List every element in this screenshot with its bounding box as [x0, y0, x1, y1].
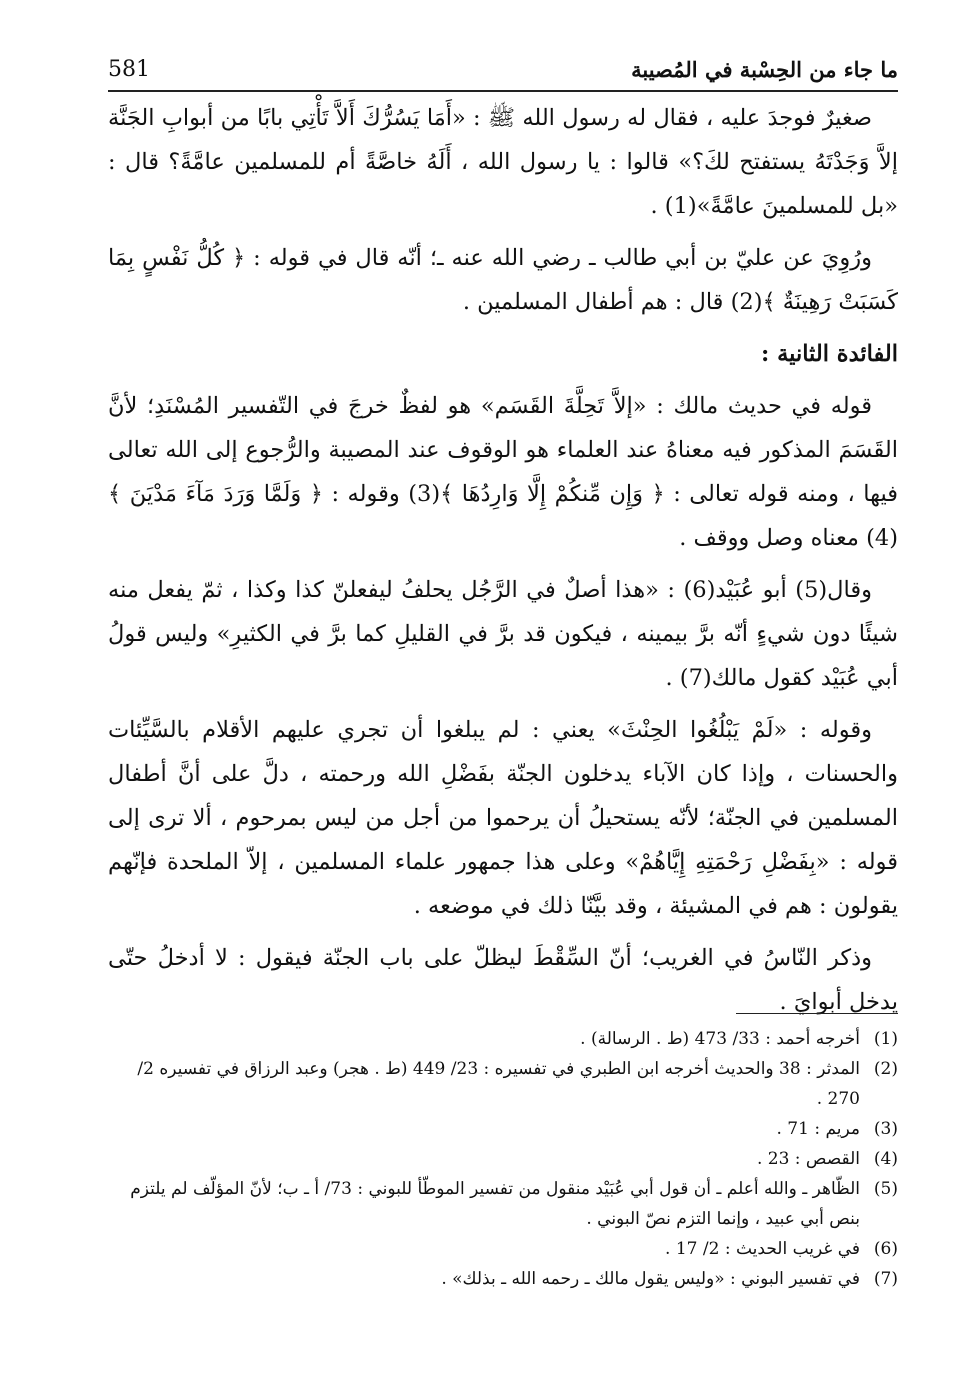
- footnote-text: أخرجه أحمد : 33/ 473 (ط . الرسالة) .: [580, 1029, 860, 1049]
- footnote: [108, 1234, 898, 1264]
- section-heading: الفائدة الثانية :: [760, 341, 898, 367]
- page-header: [108, 44, 898, 92]
- footnote-divider: [736, 1013, 898, 1014]
- footnote: [108, 1174, 898, 1234]
- footnote-text: في تفسير البوني : «وليس يقول مالك ـ رحمه الله ـ بذلك» .: [441, 1269, 860, 1289]
- main-text: [108, 96, 898, 1032]
- paragraph: وقال(5) أبو عُبَيْد(6) : «هذا أصلٌ في الرَّجُل يحلفُ ليفعلنّ كذا وكذا ، ثمّ يفعل منه شيئًا دون شيءٍ أنّه برَّ بيمينه ، فيكون قد برَّ في القليلِ كما برَّ في الكثيرِ» وليس قولُ أبي عُبَيْد كقول مالك(7) .: [108, 577, 898, 691]
- footnote-number: (6): [873, 1239, 898, 1259]
- footnote-text: مريم : 71 .: [776, 1119, 860, 1139]
- footnote: [108, 1054, 898, 1114]
- footnote-text: في غريب الحديث : 2/ 17 .: [665, 1239, 860, 1259]
- running-title: ما جاء من الحِسْبة في المُصيبة: [631, 57, 898, 82]
- footnote: [108, 1264, 898, 1294]
- footnote-number: (2): [873, 1059, 898, 1079]
- footnote-number: (4): [873, 1149, 898, 1169]
- footnote-number: (3): [873, 1119, 898, 1139]
- footnote: [108, 1114, 898, 1144]
- footnote-number: (7): [873, 1269, 898, 1289]
- page-number: 581: [108, 57, 150, 82]
- footnote-number: (5): [873, 1179, 898, 1199]
- footnote-text: الظّاهر ـ والله أعلم ـ أن قول أبي عُبَيْد منقول من تفسير الموطّأ للبوني : 73/ أ ـ ب؛ لأنّ المؤلّف لم يلتزم بنص أبي عبيد ، وإنما التزم نصّ البوني .: [130, 1179, 860, 1229]
- footnote-text: المدثر : 38 والحديث أخرجه ابن الطبري في تفسيره : 23/ 449 (ط . هجر) وعبد الرزاق في تفسيره 2/ 270 .: [137, 1059, 860, 1109]
- paragraph: قوله في حديث مالك : «إلاَّ تَحِلَّةَ القَسَم» هو لفظٌ خرجَ في التّفسير المُسْنَدِ؛ لأنَّ القَسَمَ المذكور فيه معناهُ عند العلماء هو الوقوف عند المصيبة والرُّجوع إلى الله تعالى فيها ، ومنه قوله تعالى : ﴿ وَإِن مِّنكُمْ إِلَّا وَارِدُهَا ﴾(3) وقوله : ﴿ وَلَمَّا وَرَدَ مَآءَ مَدْيَنَ ﴾(4) معناه وصل ووقف .: [108, 393, 898, 551]
- footnote-number: (1): [873, 1029, 898, 1049]
- paragraph: صغيرٌ فوجدَ عليه ، فقال له رسول الله ﷺ : «أَمَا يَسُرُّكَ أَلاَّ تَأْتِي بابًا من أبوابِ الجَنَّة إلاَّ وَجَدْتَهُ يستفتح لكَ؟» قالوا : يا رسول الله ، أَلَهُ خاصَّةً أم للمسلمين عامَّةً؟ قال : «بل للمسلمينَ عامَّةً»(1) .: [108, 105, 898, 219]
- paragraph: وذكر النّاسُ في الغريب؛ أنّ السِّقْطَ ليظلّ على باب الجنّة فيقول : لا أدخلُ حتّى يدخل أبوايَ .: [108, 945, 898, 1015]
- paragraph: وقوله : «لَمْ يَبْلُغُوا الحِنْثَ» يعني : لم يبلغوا أن تجري عليهم الأقلام بالسَّيِّئات والحسنات ، وإذا كان الآباء يدخلون الجنّة بفَضْلِ الله ورحمته ، دلَّ على أنَّ أطفال المسلمين في الجنّة؛ لأنّه يستحيلُ أن يرحموا من أجل من ليس بمرحوم ، ألا ترى إلى قوله : «بِفَضْلِ رَحْمَتِهِ إِيَّاهُمْ» وعلى هذا جمهور علماء المسلمين ، إلاّ الملحدة فإنّهم يقولون : هم في المشيئة ، وقد بيَّنّا ذلك في موضعه .: [108, 717, 898, 919]
- footnote: [108, 1024, 898, 1054]
- paragraph: ورُوِيَ عن عليّ بن أبي طالب ـ رضي الله عنه ـ؛ أنّه قال في قوله : ﴿ كُلُّ نَفْسٍ بِمَا كَسَبَتْ رَهِينَةٌ ﴾(2) قال : هم أطفال المسلمين .: [108, 245, 898, 315]
- footnote: [108, 1144, 898, 1174]
- footnote-text: القصص : 23 .: [756, 1149, 860, 1169]
- footnotes: [108, 1024, 898, 1294]
